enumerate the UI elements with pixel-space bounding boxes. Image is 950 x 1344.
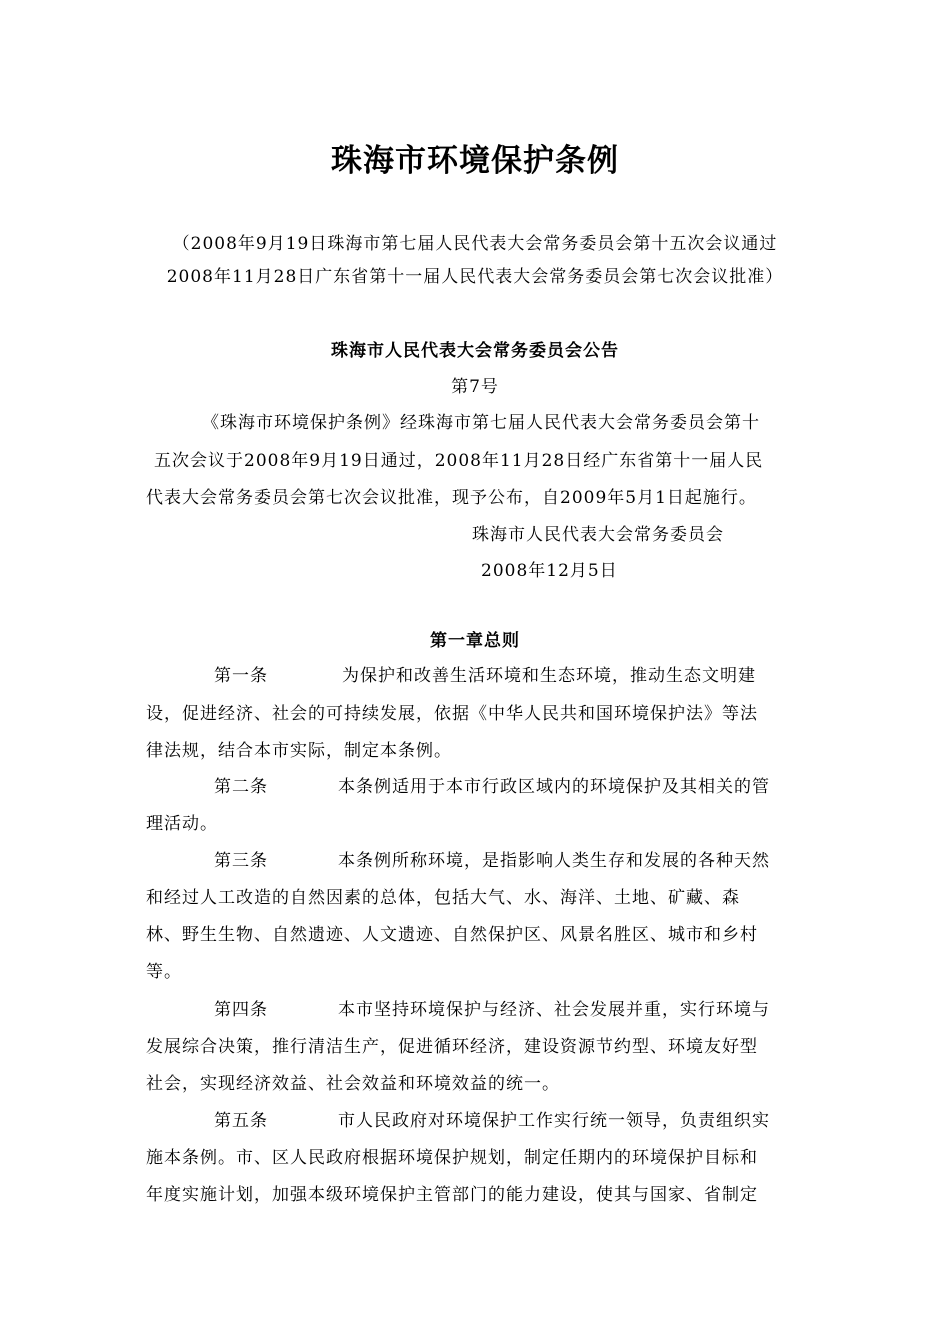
article-5-text-line-3: 年度实施计划，加强本级环境保护主管部门的能力建设，使其与国家、省制定 (146, 1185, 758, 1205)
article-4-label: 第四条 (214, 1000, 268, 1020)
article-2-label: 第二条 (214, 777, 268, 797)
announcement-body-line-3: 代表大会常务委员会第七次会议批准，现予公布，自2009年5月1日起施行。 (146, 488, 757, 508)
article-3-text-line-4: 等。 (146, 962, 182, 982)
article-1-text-line-2: 设，促进经济、社会的可持续发展，依据《中华人民共和国环境保护法》等法 (146, 704, 758, 724)
article-3-text-line-1: 本条例所称环境，是指影响人类生存和发展的各种天然 (338, 851, 770, 871)
article-5-label: 第五条 (214, 1111, 268, 1131)
announcement-date: 2008年12月5日 (481, 561, 618, 581)
article-4-text-line-3: 社会，实现经济效益、社会效益和环境效益的统一。 (146, 1074, 560, 1094)
announcement-number: 第7号 (451, 377, 499, 397)
article-1-text-line-3: 律法规，结合本市实际，制定本条例。 (146, 741, 452, 761)
preamble-line-2: 2008年11月28日广东省第十一届人民代表大会常务委员会第七次会议批准） (166, 267, 784, 287)
article-4-text-line-2: 发展综合决策，推行清洁生产，促进循环经济，建设资源节约型、环境友好型 (146, 1037, 758, 1057)
article-2-text-line-2: 理活动。 (146, 814, 218, 834)
announcement-signature: 珠海市人民代表大会常务委员会 (472, 525, 724, 545)
article-5-text-line-2: 施本条例。市、区人民政府根据环境保护规划，制定任期内的环境保护目标和 (146, 1148, 758, 1168)
chapter-heading: 第一章总则 (430, 631, 520, 651)
article-3-text-line-3: 林、野生生物、自然遗迹、人文遗迹、自然保护区、风景名胜区、城市和乡村 (146, 925, 758, 945)
document-title: 珠海市环境保护条例 (331, 143, 619, 179)
article-1-text-line-1: 为保护和改善生活环境和生态环境，推动生态文明建 (342, 666, 756, 686)
announcement-body-line-1: 《珠海市环境保护条例》经珠海市第七届人民代表大会常务委员会第十 (202, 413, 760, 433)
article-2-text-line-1: 本条例适用于本市行政区域内的环境保护及其相关的管 (338, 777, 770, 797)
article-3-text-line-2: 和经过人工改造的自然因素的总体，包括大气、水、海洋、土地、矿藏、森 (146, 888, 740, 908)
article-1-label: 第一条 (214, 666, 268, 686)
announcement-heading: 珠海市人民代表大会常务委员会公告 (331, 341, 619, 361)
article-3-label: 第三条 (214, 851, 268, 871)
announcement-body-line-2: 五次会议于2008年9月19日通过，2008年11月28日经广东省第十一届人民 (154, 451, 764, 471)
preamble-line-1: （2008年9月19日珠海市第七届人民代表大会常务委员会第十五次会议通过 (172, 234, 778, 254)
article-5-text-line-1: 市人民政府对环境保护工作实行统一领导，负责组织实 (338, 1111, 770, 1131)
article-4-text-line-1: 本市坚持环境保护与经济、社会发展并重，实行环境与 (338, 1000, 770, 1020)
